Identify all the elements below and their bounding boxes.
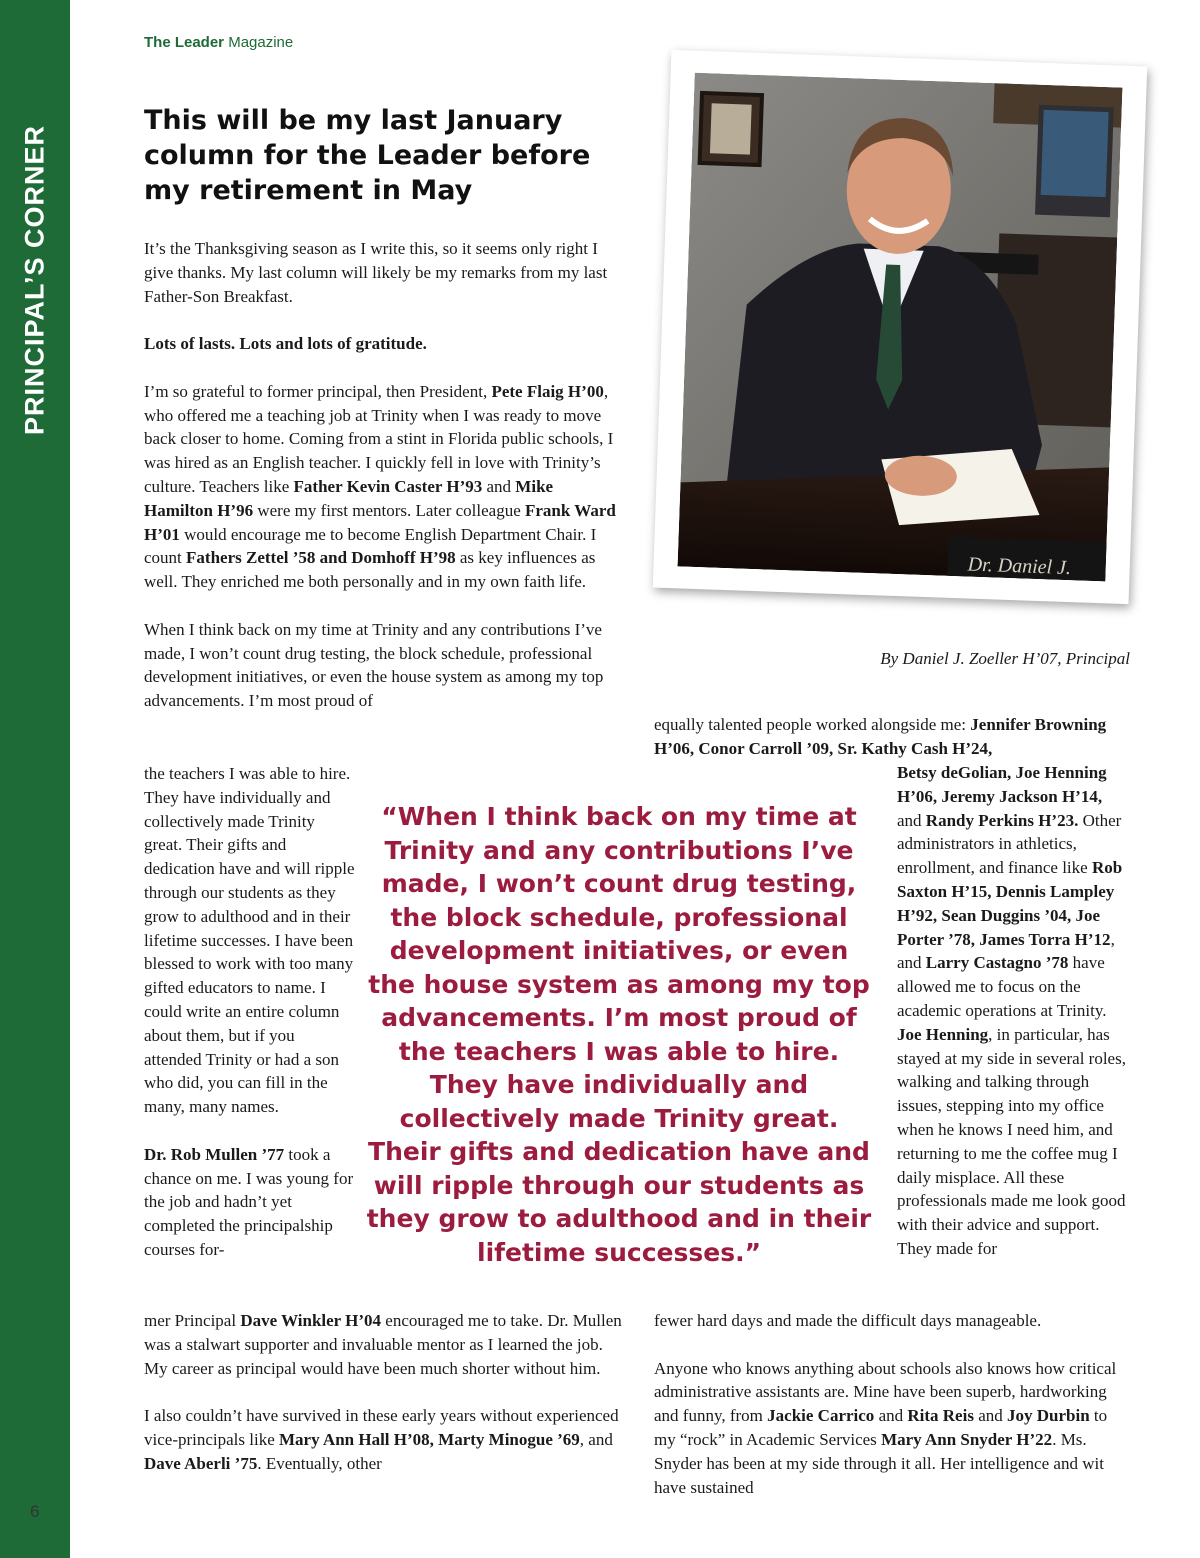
- page-number: 6: [30, 1502, 40, 1521]
- column-right-narrow: [897, 761, 1129, 1261]
- headline: This will be my last January column for the Leader before my retirement in May: [144, 105, 591, 206]
- principal-photo: [678, 73, 1123, 582]
- column-right-top: [654, 713, 1119, 761]
- column-right-bottom: [654, 1309, 1120, 1523]
- column-left: [144, 237, 619, 737]
- nameplate: Dr. Daniel J.: [967, 553, 1072, 580]
- paragraph-vice-principals: I also couldn’t have survived in these early years without experienced vice-principals like Mary Ann Hall H’08, Marty Minogue ’69, and Dave Aberli ’75. Eventually, other: [144, 1406, 619, 1473]
- paragraph-mentors: I’m so grateful to former principal, then President, Pete Flaig H’00, who offered me a teaching job at Trinity when I was ready to move back closer to home. Coming from a stint in Florida public schools, I was hired as an English teacher. I quickly fell in love with Trinity’s culture. Teachers like Father Kevin Caster H’93 and Mike Hamilton H’96 were my first mentors. Later colleague Frank Ward H’01 would encourage me to become English Department Chair. I count Fathers Zettel ’58 and Domhoff H’98 as key influences as well. They enriched me both personally and in my own faith life.: [144, 381, 616, 592]
- masthead-rest: Magazine: [224, 34, 294, 51]
- photo-frame: [653, 50, 1147, 604]
- masthead-bold: The Leader: [144, 34, 225, 51]
- masthead: [144, 34, 293, 51]
- paragraph-intro: It’s the Thanksgiving season as I write this, so it seems only right I give thanks. My last column will likely be my remarks from my last Father-Son Breakfast.: [144, 239, 608, 306]
- pull-quote: “When I think back on my time at Trinity and any contributions I’ve made, I won’t count drug testing, the block schedule, professional development initiatives, or even the house system as among my top advancements. I’m most proud of the teachers I was able to hire. They have individually and collectively made Trinity great. Their gifts and dedication have and will ripple through our students as they grow to adulthood and in their lifetime successes.”: [366, 802, 872, 1267]
- paragraph-contributions: When I think back on my time at Trinity and any contributions I’ve made, I won’t count drug testing, the block schedule, professional development initiatives, or even the house system as among my top advancements. I’m most proud of: [144, 619, 604, 711]
- column-left-bottom: [144, 1309, 622, 1499]
- paragraph-teachers: the teachers I was able to hire. They have individually and collectively made Trinity great. Their gifts and dedication have and will ripple through our students as they grow to adulthood and in their lifetime successes. I have been blessed to work with too many gifted educators to name. I could write an entire column about them, but if you attended Trinity or had a son who did, you can fill in the many, many names.: [144, 764, 355, 1117]
- paragraph-staff: Betsy deGolian, Joe Henning H’06, Jeremy Jackson H’14, and Randy Perkins H’23. Other administrators in athletics, enrollment, and finance like Rob Saxton H’15, Dennis Lampley H’92, Sean Duggins ’04, Joe Porter ’78, James Torra H’12, and Larry Castagno ’78 have allowed me to focus on the academic operations at Trinity. Joe Henning, in particular, has stayed at my side in several roles, walking and talking through issues, stepping into my office when he knows I need him, and returning to me the coffee mug I daily misplace. All these professionals made me look good with their advice and support. They made for: [897, 763, 1126, 1258]
- paragraph-mullen: Dr. Rob Mullen ’77 took a chance on me. I was young for the job and hadn’t yet completed the principalship courses for-: [144, 1144, 354, 1259]
- column-left-narrow: [144, 762, 356, 1262]
- byline: By Daniel J. Zoeller H’07, Principal: [880, 649, 1130, 668]
- paragraph-staff-end: fewer hard days and made the difficult days manageable.: [654, 1311, 1042, 1330]
- paragraph-gratitude: Lots of lasts. Lots and lots of gratitude.: [144, 334, 427, 354]
- paragraph-assistants: Anyone who knows anything about schools also knows how critical administrative assistants are. Mine have been superb, hardworking and funny, from Jackie Carrico and Rita Reis and Joy Durbin to my “rock” in Academic Services Mary Ann Snyder H’22. Ms. Snyder has been at my side through it all. Her intelligence and wit have sustained: [654, 1358, 1117, 1497]
- sidebar-band: [0, 0, 70, 1558]
- paragraph-mullen-cont: mer Principal Dave Winkler H’04 encouraged me to take. Dr. Mullen was a stalwart supporter and invaluable mentor as I learned the job. My career as principal would have been much shorter without him.: [144, 1311, 622, 1378]
- section-label: PRINCIPAL’S CORNER: [19, 124, 50, 436]
- paragraph-staff-intro: equally talented people worked alongside me: Jennifer Browning H’06, Conor Carroll ’09, Sr. Kathy Cash H’24,: [654, 715, 1107, 758]
